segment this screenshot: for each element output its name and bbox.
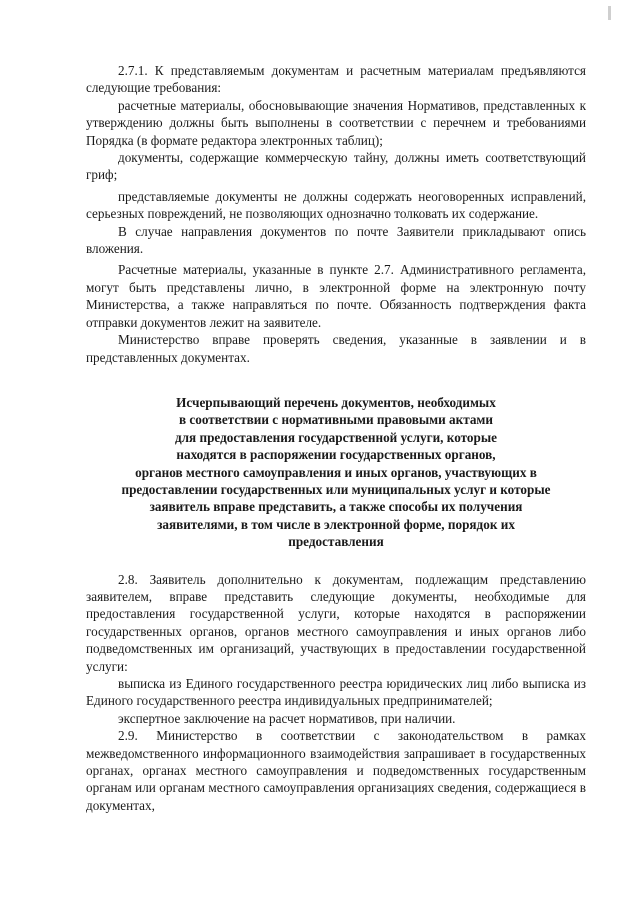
heading-line: предоставлении государственных или муниципальных услуг и которые bbox=[121, 481, 551, 497]
scan-artifact bbox=[608, 6, 611, 20]
section-heading bbox=[86, 394, 586, 551]
requirement-no-corrections: представляемые документы не должны содержать неоговоренных исправлений, серьезных повреждений, не позволяющих однозначно толковать их содержание. bbox=[86, 188, 586, 222]
heading-line: заявитель вправе представить, а также способы их получения bbox=[149, 499, 523, 515]
requirement-commercial-secret: документы, содержащие коммерческую тайну, должны иметь соответствующий гриф; bbox=[86, 150, 586, 183]
paragraph-2-7-1: 2.7.1. К представляемым документам и расчетным материалам предъявляются следующие требования: bbox=[86, 63, 586, 96]
item-registry-extract: выписка из Единого государственного реестра юридических лиц либо выписка из Единого государственного реестра индивидуальных предпринимателей; bbox=[86, 676, 586, 709]
heading-line: предоставления bbox=[288, 534, 384, 550]
paragraph-2-9: 2.9. Министерство в соответствии с законодательством в рамках межведомственного информационного взаимодействия запрашивает в государственных органах, органах местного самоуправления и подведомственных государственным органам или органам местного самоуправления организациях сведения, содержащиеся в документах, bbox=[86, 728, 586, 813]
heading-line: для предоставления государственной услуги, которые bbox=[174, 429, 498, 445]
heading-line: органов местного самоуправления и иных органов, участвующих в bbox=[135, 464, 537, 480]
paragraph-2-8: 2.8. Заявитель дополнительно к документам, подлежащим представлению заявителем, вправе представить следующие документы, необходимые для предоставления государственной услуги, которые находятся в распоряжении государственных органов, органов местного самоуправления и иных органов либо подведомственных им организаций, участвующих в предоставлении государственной услуги: bbox=[86, 571, 586, 674]
paragraph-ministry-verification: Министерство вправе проверять сведения, указанные в заявлении и в представленных документах. bbox=[86, 332, 586, 365]
heading-line: в соответствии с нормативными правовыми актами bbox=[178, 412, 494, 428]
paragraph-mail-inventory: В случае направления документов по почте Заявители прикладывают опись вложения. bbox=[86, 223, 586, 257]
requirement-calculation-materials: расчетные материалы, обосновывающие значения Нормативов, представленных к утверждению должны быть выполнены в соответствии с перечнем и требованиями Порядка (в формате редактора электронных таблиц); bbox=[86, 97, 586, 148]
paragraph-submission-methods: Расчетные материалы, указанные в пункте 2.7. Административного регламента, могут быть представлены лично, в электронной форме на электронную почту Министерства, а также направляться по почте. Обязанность подтверждения факта отправки документов лежит на заявителе. bbox=[86, 262, 586, 330]
heading-line: Исчерпывающий перечень документов, необходимых bbox=[176, 394, 496, 410]
heading-line: заявителями, в том числе в электронной форме, порядок их bbox=[157, 516, 515, 532]
heading-line: находятся в распоряжении государственных органов, bbox=[176, 447, 496, 463]
item-expert-conclusion: экспертное заключение на расчет нормативов, при наличии. bbox=[118, 710, 456, 726]
